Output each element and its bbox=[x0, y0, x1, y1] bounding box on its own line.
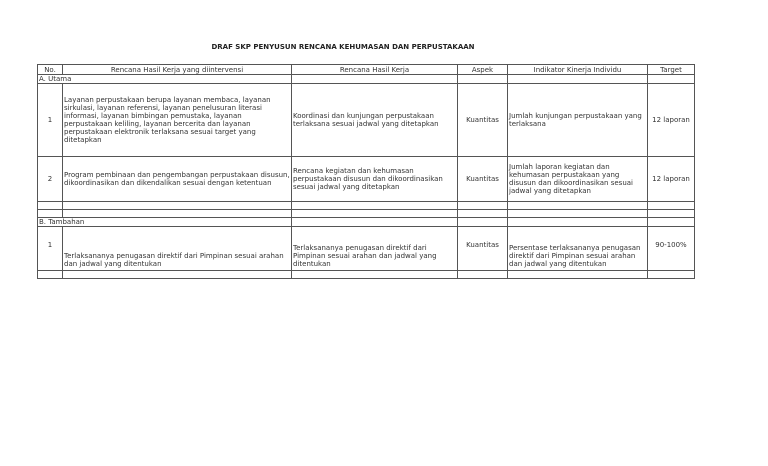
table-row bbox=[38, 227, 695, 271]
row-no: 1 bbox=[38, 84, 63, 157]
row-rhk: Rencana kegiatan dan kehumasan perpustakaan disusun dan dikoordinasikan sesuai jadwal yang ditetapkan bbox=[292, 157, 458, 202]
header-target: Target bbox=[648, 65, 695, 75]
row-aspek: Kuantitas bbox=[458, 227, 508, 271]
row-rhk-intervensi: Layanan perpustakaan berupa layanan membaca, layanan sirkulasi, layanan referensi, layanan penelusuran literasi informasi, layanan bimbingan pemustaka, layanan perpustakaan keliling, layanan bercerita dan layanan perpustakaan elektronik terlaksana sesuai target yang ditetapkan bbox=[63, 84, 292, 157]
row-rhk-intervensi: Program pembinaan dan pengembangan perpustakaan disusun, dikoordinasikan dan dikendalikan sesuai dengan ketentuan bbox=[63, 157, 292, 202]
row-no: 2 bbox=[38, 157, 63, 202]
section-row-utama bbox=[38, 75, 695, 84]
empty-row bbox=[38, 202, 695, 210]
header-rhk: Rencana Hasil Kerja bbox=[292, 65, 458, 75]
table-row bbox=[38, 84, 695, 157]
document-title: DRAF SKP PENYUSUN RENCANA KEHUMASAN DAN PERPUSTAKAAN bbox=[211, 43, 475, 51]
row-indikator: Jumlah laporan kegiatan dan kehumasan perpustakaan yang disusun dan dikoordinasikan sesuai jadwal yang ditetapkan bbox=[508, 157, 648, 202]
row-indikator: Jumlah kunjungan perpustakaan yang terlaksana bbox=[508, 84, 648, 157]
section-label-tambahan: B. Tambahan bbox=[38, 218, 292, 227]
table-row bbox=[38, 157, 695, 202]
section-label-utama: A. Utama bbox=[38, 75, 292, 84]
row-indikator: Persentase terlaksananya penugasan direktif dari Pimpinan sesuai arahan dan jadwal yang ditentukan bbox=[508, 227, 648, 271]
row-no: 1 bbox=[38, 227, 63, 271]
empty-row bbox=[38, 210, 695, 218]
row-target: 12 laporan bbox=[648, 157, 695, 202]
row-target: 12 laporan bbox=[648, 84, 695, 157]
empty-row bbox=[38, 271, 695, 279]
row-rhk-intervensi: Terlaksananya penugasan direktif dari Pimpinan sesuai arahan dan jadwal yang ditentukan bbox=[63, 227, 292, 271]
section-row-tambahan bbox=[38, 218, 695, 227]
row-rhk: Terlaksananya penugasan direktif dari Pimpinan sesuai arahan dan jadwal yang ditentukan bbox=[292, 227, 458, 271]
header-rhk-intervensi: Rencana Hasil Kerja yang diintervensi bbox=[63, 65, 292, 75]
row-target: 90-100% bbox=[648, 227, 695, 271]
header-indikator: Indikator Kinerja Individu bbox=[508, 65, 648, 75]
header-no: No. bbox=[38, 65, 63, 75]
row-rhk: Koordinasi dan kunjungan perpustakaan terlaksana sesuai jadwal yang ditetapkan bbox=[292, 84, 458, 157]
header-aspek: Aspek bbox=[458, 65, 508, 75]
row-aspek: Kuantitas bbox=[458, 84, 508, 157]
row-aspek: Kuantitas bbox=[458, 157, 508, 202]
table-header-row bbox=[38, 65, 695, 75]
skp-table bbox=[37, 64, 695, 279]
